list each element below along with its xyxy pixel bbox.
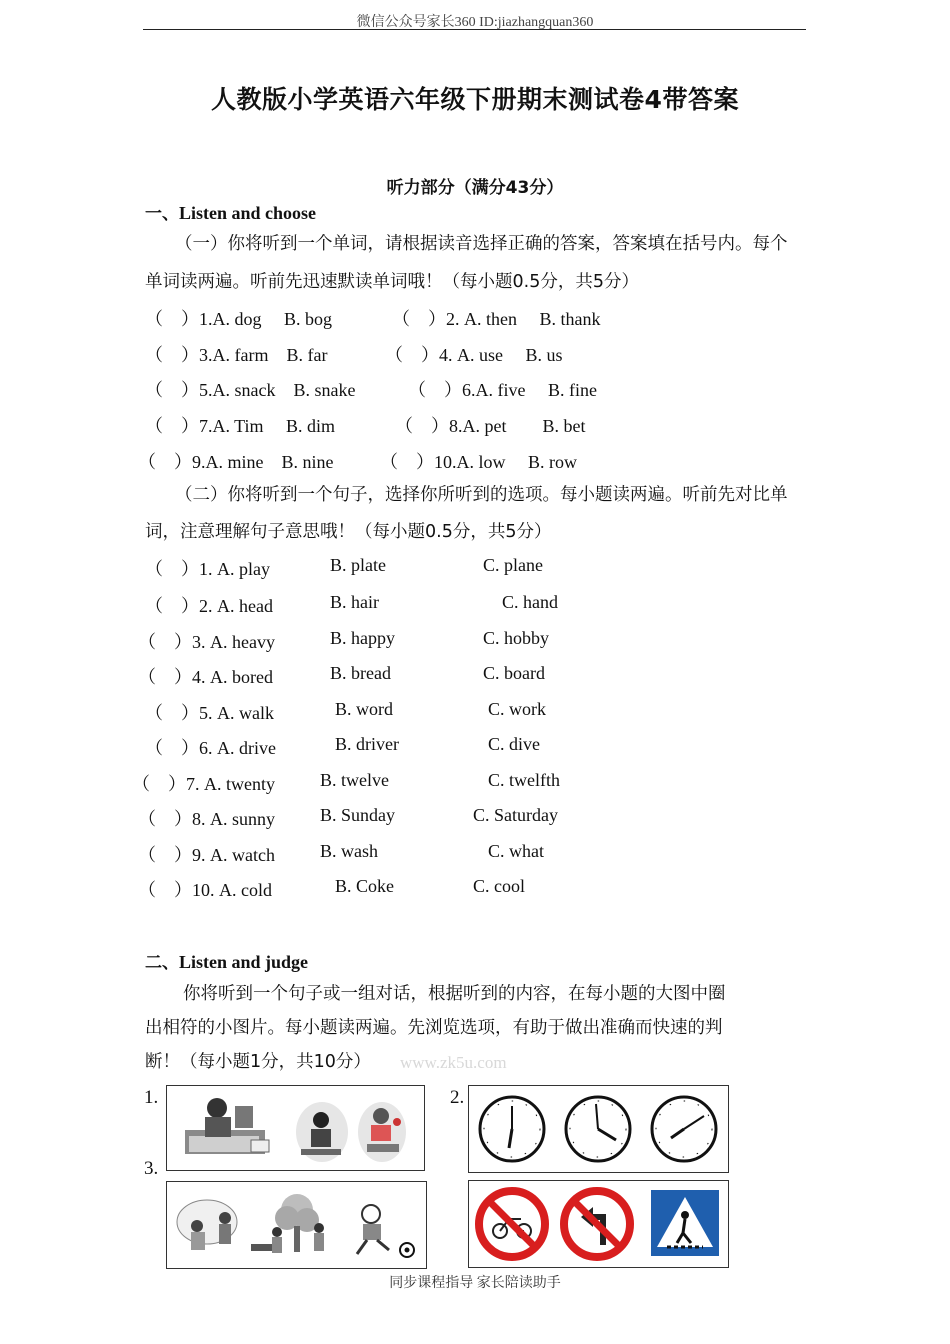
part1-item-7: （ ）7.A. Tim B. dim xyxy=(145,416,336,436)
section2-instruction-line2: 出相符的小图片。每小题读两遍。先浏览选项，有助于做出准确而快速的判 xyxy=(145,1018,723,1038)
part2-row8-b: B. Sunday xyxy=(320,805,396,825)
section1-title: Listen and choose xyxy=(179,203,317,223)
part2-row10-a: （ ）10. A. cold xyxy=(138,880,272,900)
part1-item-6: （ ）6.A. five B. fine xyxy=(408,380,597,400)
part2-row7-a: （ ）7. A. twenty xyxy=(132,774,275,794)
part1-item-10: （ ）10.A. low B. row xyxy=(380,452,577,472)
watermark-text: www.zk5u.com xyxy=(400,1053,507,1072)
part2-row3-a: （ ）3. A. heavy xyxy=(138,632,275,652)
part2-row9-b: B. wash xyxy=(320,841,378,861)
question-number-2: 2. xyxy=(450,1087,465,1108)
page-title: 人教版小学英语六年级下册期末测试卷4带答案 xyxy=(211,85,739,114)
part2-row4-b: B. bread xyxy=(330,663,391,683)
part1-instruction-line2: 单词读两遍。听前先迅速默读单词哦！（每小题0.5分，共5分） xyxy=(145,272,639,292)
part1-instruction-line1: （一）你将听到一个单词，请根据读音选择正确的答案，答案填在括号内。每个 xyxy=(175,234,788,254)
section2-instruction-line3: 断！（每小题1分，共10分） xyxy=(145,1052,371,1072)
page-footer: 同步课程指导 家长陪读助手 xyxy=(389,1276,561,1291)
section1-number: 一、 xyxy=(145,204,179,224)
people-working-illustration xyxy=(167,1086,424,1170)
picture-box-4 xyxy=(468,1180,729,1268)
woman-cooking-figure xyxy=(296,1102,348,1162)
part2-row3-c: C. hobby xyxy=(483,628,550,648)
clock-2-icon xyxy=(566,1097,630,1161)
part2-row5-c: C. work xyxy=(488,699,546,719)
man-at-desk-figure xyxy=(185,1098,269,1154)
part2-row6-c: C. dive xyxy=(488,734,540,754)
girl-at-computer-figure xyxy=(358,1102,406,1162)
clock-1-icon xyxy=(480,1097,544,1161)
part2-row5-b: B. word xyxy=(335,699,393,719)
clocks-illustration xyxy=(469,1086,728,1172)
part1-item-5: （ ）5.A. snack B. snake xyxy=(145,380,356,400)
part2-row9-c: C. what xyxy=(488,841,544,861)
clock-3-icon xyxy=(652,1097,716,1161)
part2-row9-a: （ ）9. A. watch xyxy=(138,845,275,865)
part2-row5-a: （ ）5. A. walk xyxy=(145,703,274,723)
part2-row1-a: （ ）1. A. play xyxy=(145,559,270,579)
pedestrian-crossing-sign-icon xyxy=(651,1190,719,1256)
part2-row1-c: C. plane xyxy=(483,555,543,575)
listening-section-title: 听力部分（满分43分） xyxy=(386,178,564,198)
part2-row8-c: C. Saturday xyxy=(473,805,558,825)
picture-box-3 xyxy=(166,1181,427,1269)
boy-playing-football-figure xyxy=(357,1205,414,1257)
part2-row6-a: （ ）6. A. drive xyxy=(145,738,276,758)
part2-row4-c: C. board xyxy=(483,663,545,683)
question-number-3: 3. xyxy=(144,1158,159,1179)
picture-box-2 xyxy=(468,1085,729,1173)
part2-instruction-line2: 词，注意理解句子意思哦！（每小题0.5分，共5分） xyxy=(145,522,552,542)
part2-row10-b: B. Coke xyxy=(335,876,395,896)
part2-row8-a: （ ）8. A. sunny xyxy=(138,809,276,829)
traffic-signs-illustration xyxy=(469,1181,728,1267)
part2-row6-b: B. driver xyxy=(335,734,399,754)
part2-row7-c: C. twelfth xyxy=(488,770,560,790)
header-divider xyxy=(143,29,806,30)
part2-row7-b: B. twelve xyxy=(320,770,389,790)
part2-row2-a: （ ）2. A. head xyxy=(145,596,273,616)
children-tree-figure xyxy=(272,1194,324,1253)
no-bicycle-sign-icon xyxy=(479,1191,545,1257)
children-activities-illustration xyxy=(167,1182,426,1268)
no-left-turn-sign-icon xyxy=(564,1191,630,1257)
page-header: 微信公众号家长360 ID:jiazhangquan360 xyxy=(356,15,594,30)
question-number-1: 1. xyxy=(144,1087,159,1108)
part1-item-4: （ ）4. A. use B. us xyxy=(385,345,563,365)
part2-row1-b: B. plate xyxy=(330,555,386,575)
part1-item-3: （ ）3.A. farm B. far xyxy=(145,345,328,365)
section1-heading xyxy=(145,199,316,224)
picture-box-1 xyxy=(166,1085,425,1171)
section2-title: Listen and judge xyxy=(179,952,309,972)
part2-instruction-line1: （二）你将听到一个句子，选择你所听到的选项。每小题读两遍。听前先对比单 xyxy=(175,485,788,505)
part1-item-2: （ ）2. A. then B. thank xyxy=(392,309,601,329)
part2-row3-b: B. happy xyxy=(330,628,395,648)
part2-row10-c: C. cool xyxy=(473,876,525,896)
children-planting-figure xyxy=(177,1200,273,1251)
part1-item-9: （ ）9.A. mine B. nine xyxy=(138,452,334,472)
section2-number: 二、 xyxy=(145,953,179,973)
section2-instruction-line1: 你将听到一个句子或一组对话，根据听到的内容，在每小题的大图中圈 xyxy=(183,984,726,1004)
part1-item-1: （ ）1.A. dog B. bog xyxy=(145,309,333,329)
section2-heading xyxy=(145,948,308,973)
part2-row2-b: B. hair xyxy=(330,592,379,612)
part2-row4-a: （ ）4. A. bored xyxy=(138,667,273,687)
part2-row2-c: C. hand xyxy=(502,592,558,612)
part1-item-8: （ ）8.A. pet B. bet xyxy=(395,416,586,436)
